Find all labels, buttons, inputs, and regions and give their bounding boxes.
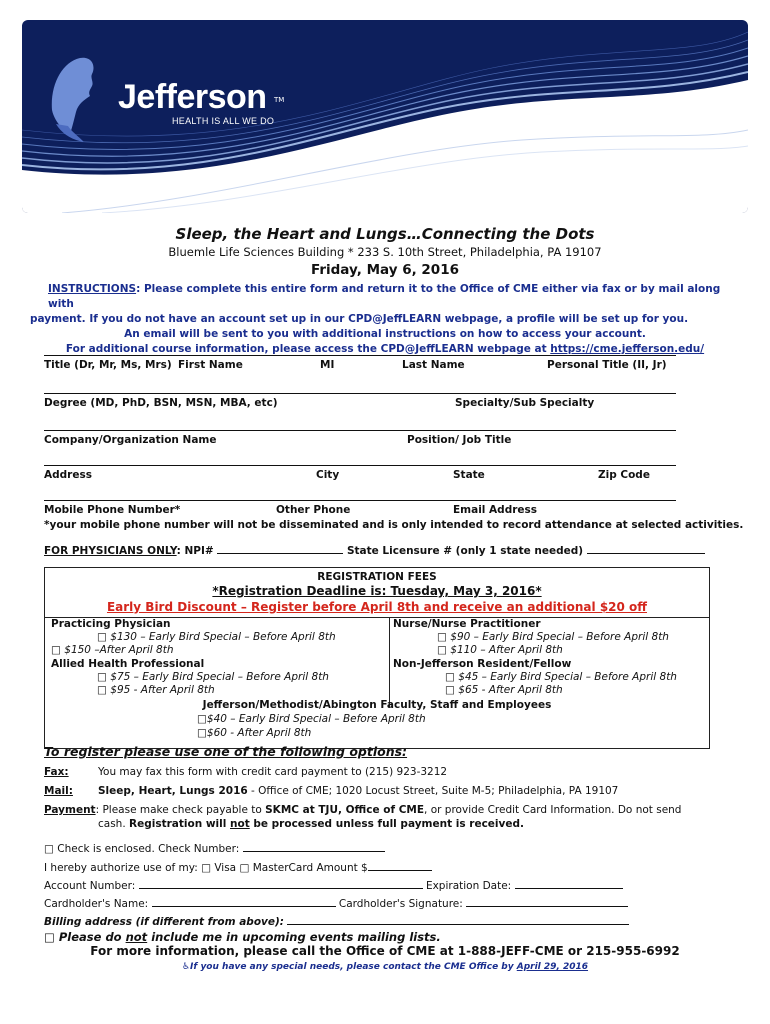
other-phone-label: Other Phone bbox=[276, 504, 351, 516]
cme-website-link[interactable]: https://cme.jefferson.edu/ bbox=[550, 343, 705, 355]
billing-row: Billing address (if different from above): bbox=[44, 913, 629, 928]
authorize-row[interactable]: I hereby authorize use of my: □ Visa □ MasterCard Amount $ bbox=[44, 859, 432, 874]
address-label: Address bbox=[44, 469, 92, 481]
mail-row bbox=[44, 785, 73, 797]
allied-early-option[interactable]: □ $75 – Early Bird Special – Before April 8th bbox=[97, 671, 329, 683]
logo-wordmark: Jefferson bbox=[118, 78, 267, 116]
contact-info: For more information, please call the Office of CME at 1-888-JEFF-CME or 215-955-6992 bbox=[90, 944, 680, 958]
degree-line[interactable] bbox=[44, 393, 676, 394]
mail-label: Mail: bbox=[44, 785, 73, 797]
jefferson-staff-label: Jefferson/Methodist/Abington Faculty, Staff and Employees bbox=[202, 699, 552, 711]
account-number-field[interactable] bbox=[139, 877, 423, 889]
city-label: City bbox=[316, 469, 340, 481]
fees-header: REGISTRATION FEES bbox=[317, 571, 437, 583]
position-label: Position/ Job Title bbox=[407, 434, 512, 446]
fax-label: Fax: bbox=[44, 766, 69, 778]
amount-field[interactable] bbox=[368, 859, 432, 871]
fees-deadline: *Registration Deadline is: Tuesday, May 3, 2016* bbox=[212, 584, 542, 598]
mobile-label: Mobile Phone Number* bbox=[44, 504, 181, 516]
fax-row bbox=[44, 766, 69, 778]
jefferson-profile-icon bbox=[52, 58, 94, 142]
jeff-after-option[interactable]: □$60 - After April 8th bbox=[197, 727, 312, 739]
zip-label: Zip Code bbox=[598, 469, 650, 481]
event-date: Friday, May 6, 2016 bbox=[310, 262, 459, 278]
jeff-early-option[interactable]: □$40 – Early Bird Special – Before April 8th bbox=[197, 713, 426, 725]
specialty-label: Specialty/Sub Specialty bbox=[455, 397, 595, 409]
nonjeff-label: Non-Jefferson Resident/Fellow bbox=[393, 658, 572, 670]
accessibility-icon: ♿ bbox=[181, 962, 191, 972]
nurse-after-option[interactable]: □ $110 – After April 8th bbox=[437, 644, 563, 656]
registration-fees-box bbox=[44, 567, 710, 749]
allied-after-option[interactable]: □ $95 - After April 8th bbox=[97, 684, 215, 696]
instructions-line2: payment. If you do not have an account set up in our CPD@JeffLEARN webpage, a profile will be set up for you. bbox=[30, 313, 689, 325]
phone-line[interactable] bbox=[44, 500, 676, 501]
cardholder-name-field[interactable] bbox=[152, 895, 336, 907]
state-licensure-field[interactable] bbox=[587, 542, 705, 554]
billing-address-field[interactable] bbox=[287, 913, 629, 925]
mi-label: MI bbox=[320, 359, 335, 371]
instructions-line3: An email will be sent to you with additional instructions on how to access your account. bbox=[124, 328, 646, 340]
instructions-line4: For additional course information, please access the CPD@JeffLEARN webpage at bbox=[65, 343, 551, 355]
practicing-label: Practicing Physician bbox=[51, 618, 171, 630]
nonjeff-after-option[interactable]: □ $65 - After April 8th bbox=[445, 684, 563, 696]
mail-text: Sleep, Heart, Lungs 2016 - Office of CME; 1020 Locust Street, Suite M-5; Philadelphia, PA 19107 bbox=[98, 785, 619, 797]
practicing-after-option[interactable]: □ $150 –After April 8th bbox=[51, 644, 174, 656]
degree-label: Degree (MD, PhD, BSN, MSN, MBA, etc) bbox=[44, 397, 278, 409]
physicians-row bbox=[44, 542, 705, 557]
company-label: Company/Organization Name bbox=[44, 434, 217, 446]
name-line[interactable] bbox=[44, 355, 676, 356]
header-banner bbox=[22, 20, 748, 213]
logo-trademark: TM bbox=[274, 96, 285, 104]
mobile-note: *your mobile phone number will not be disseminated and is only intended to record attendance at selected activities. bbox=[44, 519, 744, 531]
address-line[interactable] bbox=[44, 465, 676, 466]
special-needs-note: ♿If you have any special needs, please contact the CME Office by April 29, 2016 bbox=[181, 962, 589, 972]
nurse-early-option[interactable]: □ $90 – Early Bird Special – Before April 8th bbox=[437, 631, 669, 643]
account-row: Account Number: Expiration Date: bbox=[44, 877, 623, 892]
expiration-field[interactable] bbox=[515, 877, 623, 889]
state-licensure-label: State Licensure # (only 1 state needed) bbox=[346, 545, 584, 557]
register-heading: To register please use one of the following options: bbox=[44, 744, 408, 759]
payment-line1: Payment: Please make check payable to SKMC at TJU, Office of CME, or provide Credit Card Information. Do not send bbox=[44, 804, 682, 816]
allied-label: Allied Health Professional bbox=[51, 658, 205, 670]
instructions bbox=[30, 282, 740, 357]
cardholder-signature-field[interactable] bbox=[466, 895, 628, 907]
npi-field[interactable] bbox=[217, 542, 343, 554]
first-name-label: First Name bbox=[178, 359, 243, 371]
email-label: Email Address bbox=[453, 504, 538, 516]
company-line[interactable] bbox=[44, 430, 676, 431]
event-location: Bluemle Life Sciences Building * 233 S. 10th Street, Philadelphia, PA 19107 bbox=[168, 245, 602, 259]
check-row[interactable]: □ Check is enclosed. Check Number: bbox=[44, 840, 385, 855]
early-bird-banner: Early Bird Discount – Register before April 8th and receive an additional $20 off bbox=[106, 600, 648, 614]
nonjeff-early-option[interactable]: □ $45 – Early Bird Special – Before April 8th bbox=[445, 671, 677, 683]
logo-tagline: HEALTH IS ALL WE DO bbox=[172, 116, 275, 126]
practicing-early-option[interactable]: □ $130 – Early Bird Special – Before April 8th bbox=[97, 631, 336, 643]
payment-line2: cash. Registration will not be processed unless full payment is received. bbox=[98, 818, 524, 830]
check-number-field[interactable] bbox=[243, 840, 385, 852]
npi-label: : NPI# bbox=[176, 545, 214, 557]
personal-title-label: Personal Title (II, Jr) bbox=[547, 359, 667, 371]
instructions-heading: INSTRUCTIONS bbox=[48, 283, 137, 295]
event-title: Sleep, the Heart and Lungs…Connecting the Dots bbox=[175, 225, 595, 243]
title-label: Title (Dr, Mr, Ms, Mrs) bbox=[44, 359, 172, 371]
fees-column-divider bbox=[389, 617, 390, 707]
last-name-label: Last Name bbox=[402, 359, 465, 371]
instructions-line1: : Please complete this entire form and return it to the Office of CME either via fax or by mail along with bbox=[48, 283, 721, 310]
nurse-label: Nurse/Nurse Practitioner bbox=[393, 618, 541, 630]
mailing-list-optout[interactable]: □ Please do not include me in upcoming events mailing lists. bbox=[44, 930, 441, 944]
fax-text: You may fax this form with credit card payment to (215) 923-3212 bbox=[98, 766, 448, 778]
special-needs-date: April 29, 2016 bbox=[516, 962, 589, 972]
state-label: State bbox=[453, 469, 485, 481]
cardholder-row: Cardholder's Name: Cardholder's Signature: bbox=[44, 895, 628, 910]
physicians-label: FOR PHYSICIANS ONLY bbox=[44, 545, 177, 557]
